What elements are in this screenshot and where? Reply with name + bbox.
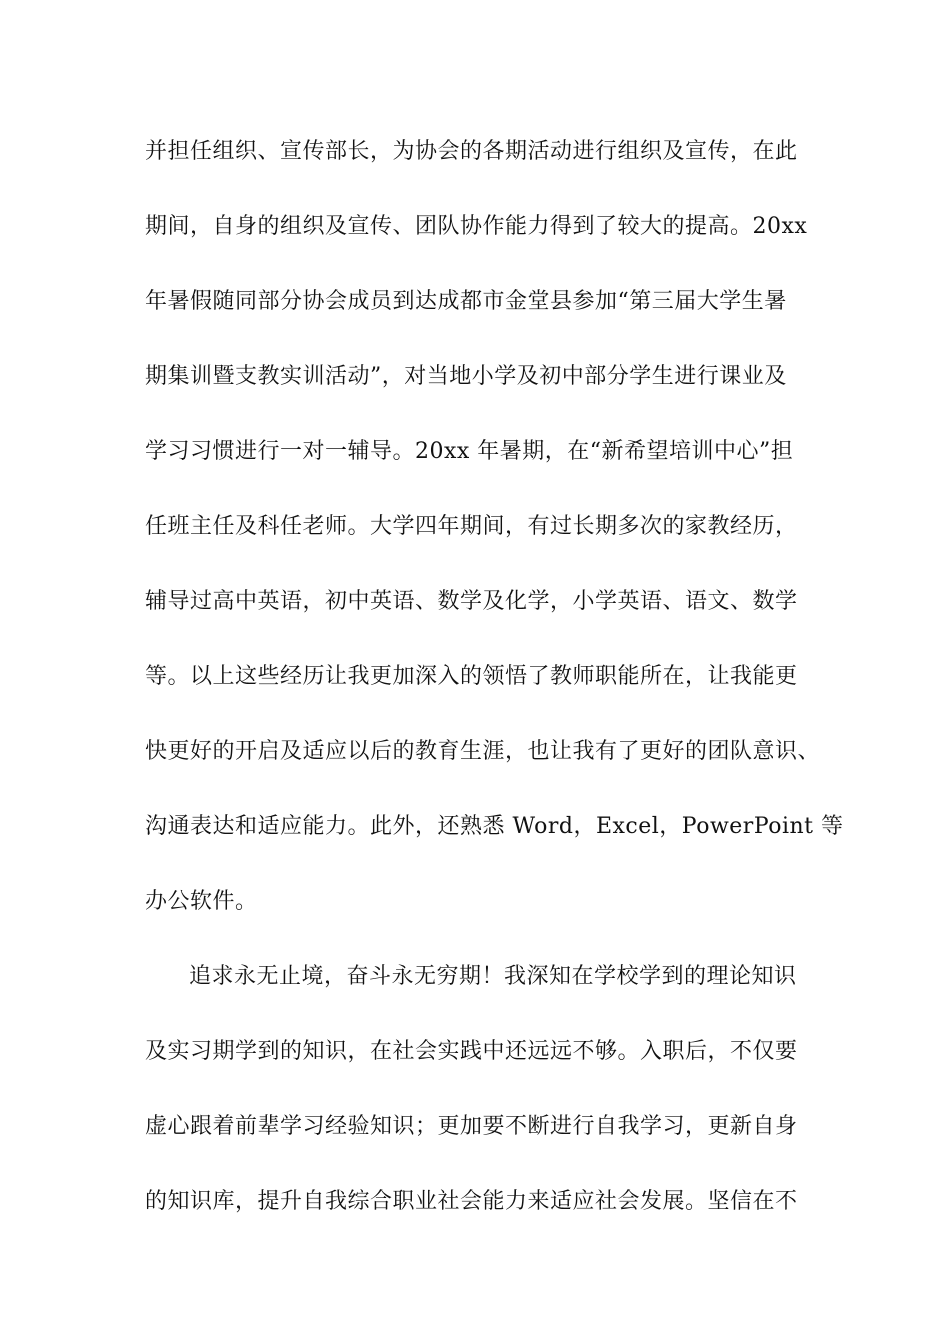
text-line: 学习习惯进行一对一辅导。20xx 年暑期，在“新希望培训中心”担 bbox=[145, 439, 794, 464]
text-line: 辅导过高中英语，初中英语、数学及化学，小学英语、语文、数学 bbox=[145, 589, 798, 614]
text-line: 快更好的开启及适应以后的教育生涯，也让我有了更好的团队意识、 bbox=[145, 739, 821, 764]
text-line: 等。以上这些经历让我更加深入的领悟了教师职能所在，让我能更 bbox=[145, 664, 798, 689]
text-line: 并担任组织、宣传部长，为协会的各期活动进行组织及宣传，在此 bbox=[145, 139, 798, 164]
text-line: 任班主任及科任老师。大学四年期间，有过长期多次的家教经历， bbox=[145, 514, 798, 539]
text-line: 期间，自身的组织及宣传、团队协作能力得到了较大的提高。20xx bbox=[145, 214, 808, 239]
text-line: 及实习期学到的知识，在社会实践中还远远不够。入职后，不仅要 bbox=[145, 1039, 798, 1064]
text-line: 年暑假随同部分协会成员到达成都市金堂县参加“第三届大学生暑 bbox=[145, 289, 787, 314]
document-body bbox=[145, 128, 844, 1253]
paragraph-1 bbox=[145, 128, 844, 953]
text-line: 虚心跟着前辈学习经验知识；更加要不断进行自我学习，更新自身 bbox=[145, 1114, 798, 1139]
text-line: 沟通表达和适应能力。此外，还熟悉 Word，Excel，PowerPoint 等 bbox=[145, 814, 844, 839]
text-line: 办公软件。 bbox=[145, 889, 258, 914]
paragraph-2 bbox=[145, 953, 825, 1253]
text-line: 追求永无止境，奋斗永无穷期！我深知在学校学到的理论知识 bbox=[189, 964, 797, 989]
text-line: 的知识库，提升自我综合职业社会能力来适应社会发展。坚信在不 bbox=[145, 1189, 798, 1214]
text-line: 期集训暨支教实训活动”，对当地小学及初中部分学生进行课业及 bbox=[145, 364, 787, 389]
